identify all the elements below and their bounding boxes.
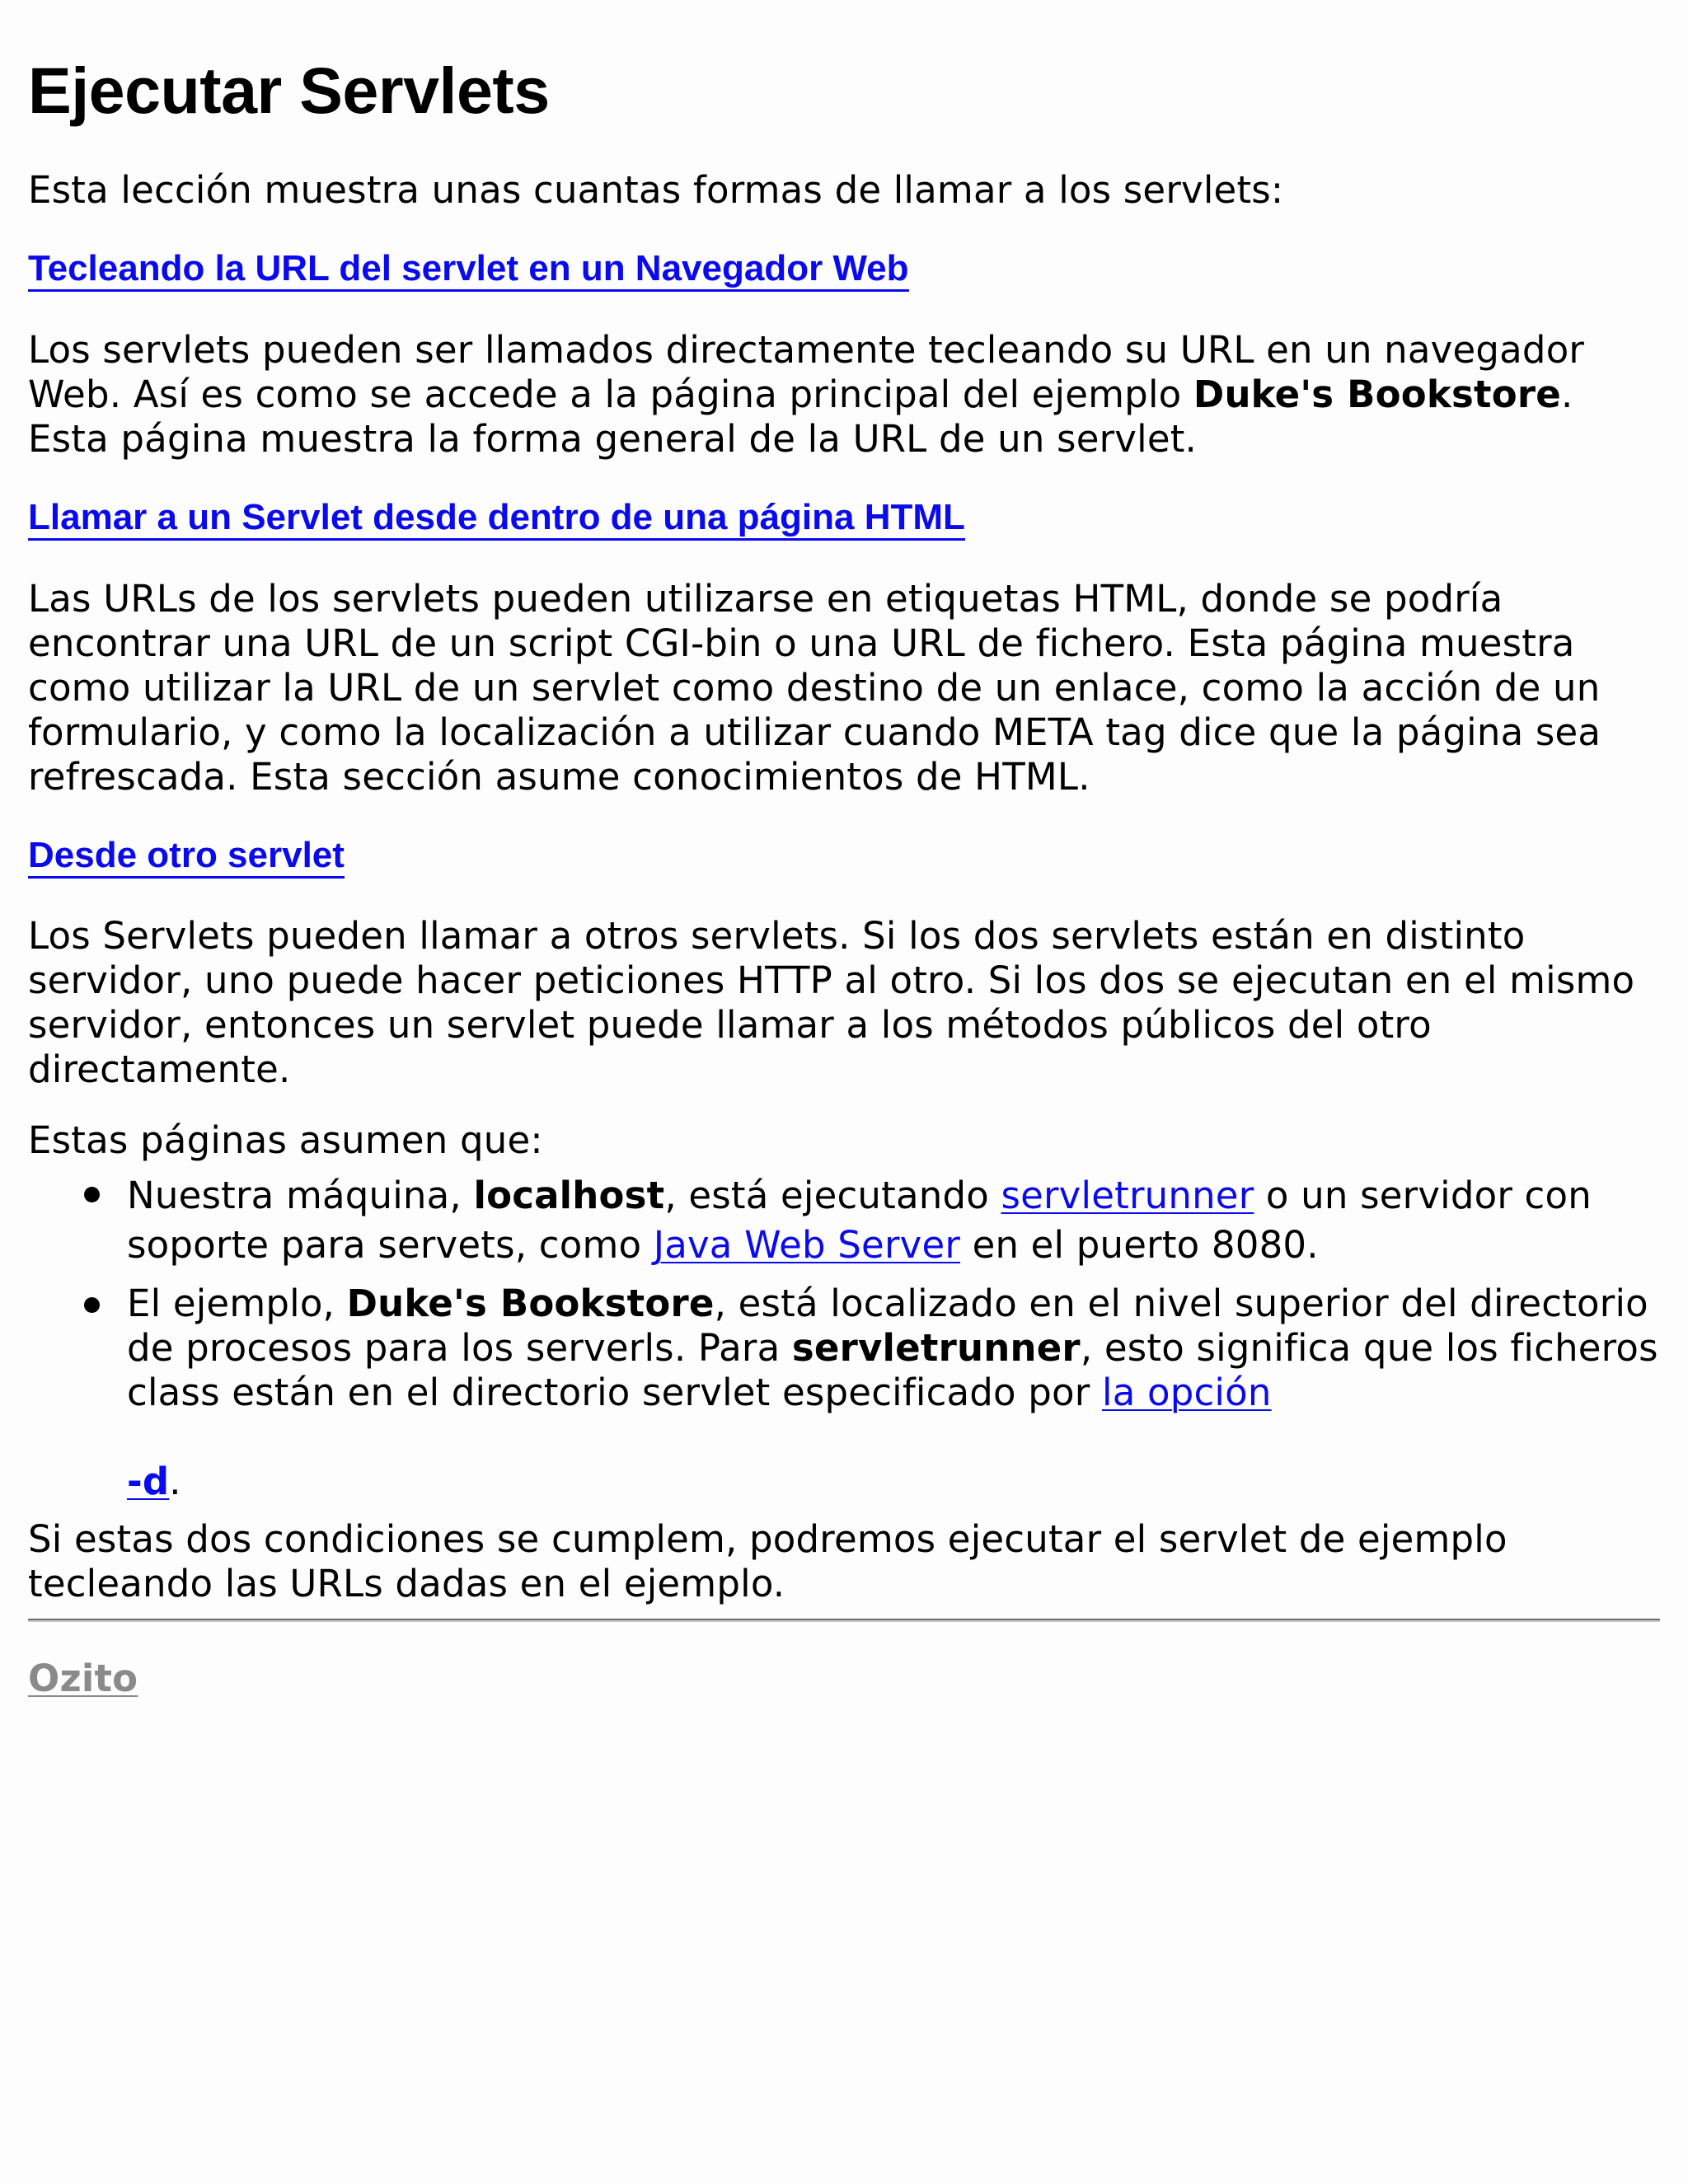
java-web-server-link[interactable]: Java Web Server	[653, 1223, 961, 1268]
servletrunner-link[interactable]: servletrunner	[1001, 1174, 1254, 1218]
dukes-bookstore-bold: Duke's Bookstore	[346, 1282, 715, 1326]
list-item-text: , está ejecutando	[664, 1174, 1001, 1218]
list-item-text: El ejemplo,	[127, 1282, 347, 1326]
list-item-text: , esto significa que los ficheros class están en el directorio servlet especificado por	[127, 1326, 1658, 1415]
bullet-icon	[84, 1187, 100, 1202]
list-item-text: o un servidor con soporte para servets, como	[127, 1174, 1592, 1268]
conclusion-text: Si estas dos condiciones se cumplem, podremos ejecutar el servlet de ejemplo tecleando las URLs dadas en el ejemplo.	[28, 1517, 1507, 1606]
la-opcion-link[interactable]: la opción	[1102, 1371, 1272, 1415]
intro-text: Esta lección muestra unas cuantas formas de llamar a los servlets:	[28, 168, 1284, 212]
section-body-html: Las URLs de los servlets pueden utilizarse en etiquetas HTML, donde se podría encontrar una URL de un script CGI-bin o una URL de fichero. Esta página muestra como utilizar la URL de un servlet como destino de un enlace, como la acción de un formulario, y como la localización a utilizar cuando META tag dice que la página sea refrescada. Esta sección asume conocimientos de HTML.	[28, 576, 1601, 799]
option-d-link[interactable]: -d	[127, 1460, 170, 1504]
section-body-url	[28, 328, 1660, 462]
servletrunner-bold: servletrunner	[791, 1326, 1081, 1371]
section-link-url[interactable]: Tecleando la URL del servlet en un Navegador Web	[28, 248, 909, 292]
list-item-text: .	[169, 1460, 181, 1504]
horizontal-divider	[28, 1619, 1660, 1622]
list-item-text: , está localizado en el nivel superior del directorio de procesos para los serverls. Para	[127, 1282, 1648, 1371]
page-title: Ejecutar Servlets	[28, 54, 550, 127]
bullet-icon	[84, 1297, 100, 1313]
list-item	[127, 1171, 1660, 1270]
section-heading-url	[28, 247, 1660, 291]
section-body-servlet: Los Servlets pueden llamar a otros servlets. Si los dos servlets están en distinto servidor, uno puede hacer peticiones HTTP al otro. Si los dos se ejecutan en el mismo servidor, entonces un servlet puede llamar a los métodos públicos del otro directamente.	[28, 914, 1635, 1092]
assumptions-list	[28, 1171, 1660, 1504]
section-heading-servlet	[28, 834, 1660, 878]
localhost-bold: localhost	[473, 1174, 665, 1218]
section-body-url-part2: . Esta página muestra la forma general de la URL de un servlet.	[28, 372, 1573, 461]
assumptions-intro: Estas páginas asumen que:	[28, 1118, 543, 1163]
dukes-bookstore-bold: Duke's Bookstore	[1193, 372, 1561, 416]
list-item	[127, 1282, 1660, 1504]
list-item-text: Nuestra máquina,	[127, 1174, 474, 1218]
list-item-text: en el puerto 8080.	[960, 1223, 1319, 1268]
footer	[28, 1657, 1660, 1701]
section-link-html[interactable]: Llamar a un Servlet desde dentro de una página HTML	[28, 497, 965, 541]
section-link-servlet[interactable]: Desde otro servlet	[28, 835, 345, 879]
section-body-url-part1: Los servlets pueden ser llamados directamente tecleando su URL en un navegador Web. Así es como se accede a la página principal del ejemplo	[28, 327, 1585, 416]
section-heading-html	[28, 496, 1660, 540]
ozito-link[interactable]: Ozito	[28, 1657, 138, 1701]
